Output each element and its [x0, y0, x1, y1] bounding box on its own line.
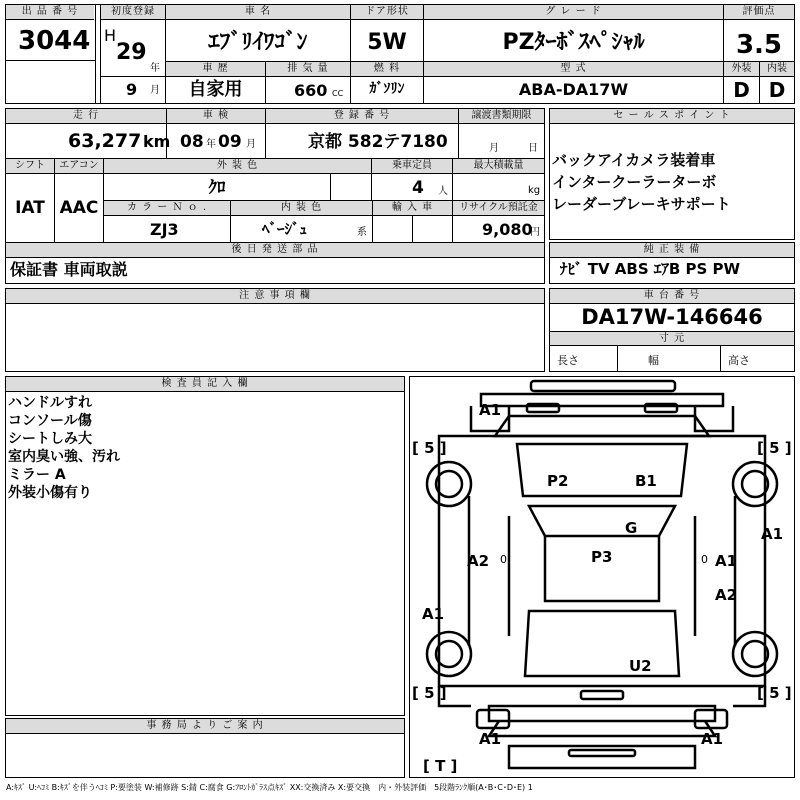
era: H	[104, 26, 117, 45]
tyre-depth: [ 5 ]	[412, 684, 447, 702]
damage-mark: A1	[761, 525, 784, 543]
door-label: ドア形状	[351, 5, 423, 20]
recycle-fee: 9,080	[482, 220, 533, 239]
car-name-label: 車 名	[166, 5, 350, 20]
fuel: ｶﾞｿﾘﾝ	[369, 81, 405, 97]
month-unit: 月	[150, 85, 160, 96]
lot-number: 3044	[18, 26, 91, 56]
inspection-label: 車 検	[167, 109, 265, 124]
inspector-line: 室内臭い強、汚れ	[8, 449, 120, 465]
legend: A:ｷｽﾞ U:ﾍｺﾐ B:ｷｽﾞを伴うﾍｺﾐ P:要塗装 W:補修跡 S:錆 C:腐食 G:ﾌﾛﾝﾄｶﾞﾗｽ点ｷｽﾞ XX:交換済み X:要交換 内・外装評価 5段階ﾗﾝｸ順(A･B･C･D･E) 1	[6, 783, 533, 792]
ac-label: エアコン	[55, 159, 103, 174]
capacity-unit: 人	[438, 186, 448, 197]
sales-point-item: レーダーブレーキサポート	[552, 195, 731, 213]
capacity-label: 乗車定員	[372, 159, 452, 174]
sales-points-label: セ ー ル ス ポ イ ン ト	[550, 109, 794, 124]
dims-label: 寸 元	[550, 331, 794, 346]
svg-text:0: 0	[500, 553, 507, 566]
damage-mark: P3	[591, 548, 613, 566]
int-color-label: 内 装 色	[231, 201, 372, 216]
later-parts: 保証書 車両取説	[10, 260, 128, 279]
inspection-year: 08	[180, 132, 204, 152]
ext-color: ｸﾛ	[208, 178, 226, 198]
damage-mark: U2	[629, 657, 652, 675]
fuel-label: 燃 料	[351, 62, 423, 77]
first-reg-month: 9	[126, 80, 138, 99]
mileage-label: 走 行	[6, 109, 166, 124]
damage-mark: A1	[715, 552, 738, 570]
tyre-depth: [ 5 ]	[757, 439, 792, 457]
displacement-unit: CC	[332, 89, 344, 98]
damage-mark: A1	[479, 401, 502, 419]
damage-mark: A1	[479, 730, 502, 748]
inspection-month: 09	[218, 132, 242, 152]
grade-label: グ レ ー ド	[424, 5, 723, 20]
damage-mark: A2	[467, 552, 490, 570]
plate-label: 登 録 番 号	[266, 109, 458, 124]
shift: IAT	[15, 198, 45, 218]
door-type: 5W	[367, 30, 407, 55]
model-label: 型 式	[424, 62, 723, 77]
inspector-line: ハンドルすれ	[8, 395, 92, 411]
damage-mark: G	[625, 519, 638, 537]
inspection-month-unit: 月	[246, 139, 256, 150]
model: ABA-DA17W	[518, 80, 629, 99]
chassis-label: 車 台 番 号	[550, 289, 794, 304]
exterior-label: 外装	[724, 62, 759, 77]
transfer-day: 日	[528, 143, 538, 154]
max-load-label: 最大積載量	[453, 159, 544, 174]
grade: PZﾀｰﾎﾞｽﾍﾟｼｬﾙ	[502, 30, 645, 55]
shift-label: シフト	[6, 159, 54, 174]
history: 自家用	[188, 79, 243, 100]
plate-number: 京都 582テ7180	[308, 132, 448, 152]
transfer-month: 月	[489, 143, 499, 154]
history-label: 車 歴	[166, 62, 265, 77]
tyre-depth: [ 5 ]	[412, 439, 447, 457]
equipment: ﾅﾋﾞ TV ABS ｴｱB PS PW	[560, 260, 741, 278]
car-diagram-svg	[409, 376, 795, 778]
score-label: 評価点	[724, 5, 794, 20]
damage-mark: A2	[715, 586, 738, 604]
import-label: 輸 入 車	[373, 201, 452, 216]
sales-point-item: バックアイカメラ装着車	[552, 151, 716, 169]
inspection-year-unit: 年	[206, 139, 216, 150]
max-load-unit: kg	[528, 185, 541, 196]
lot-label: 出 品 番 号	[6, 5, 94, 20]
later-parts-label: 後 日 発 送 部 品	[6, 243, 544, 258]
interior-grade: D	[768, 78, 786, 102]
height-label: 高さ	[728, 354, 750, 367]
inspector-line: 外装小傷有り	[8, 485, 92, 501]
recycle-label: リサイクル預託金	[453, 201, 544, 216]
damage-mark: P2	[547, 472, 569, 490]
recycle-unit: 円	[530, 227, 540, 238]
width-label: 幅	[648, 354, 659, 367]
int-color: ﾍﾞｰｼﾞｭ	[262, 220, 308, 238]
inspector-line: コンソール傷	[8, 413, 92, 429]
air-conditioner: AAC	[59, 198, 99, 218]
displacement: 660	[294, 81, 328, 100]
score: 3.5	[735, 30, 783, 60]
notes-label: 注 意 事 項 欄	[6, 289, 544, 304]
first-reg-label: 初度登録	[101, 5, 165, 20]
capacity: 4	[412, 178, 424, 198]
spare-tyre: [ T ]	[423, 757, 458, 775]
displacement-label: 排 気 量	[266, 62, 350, 77]
damage-mark: A1	[701, 730, 724, 748]
mileage: 63,277	[68, 130, 142, 152]
first-reg-year: 29	[116, 40, 147, 65]
color-no: ZJ3	[150, 220, 179, 239]
exterior-grade: D	[733, 78, 750, 102]
inspector-label: 検 査 員 記 入 欄	[6, 377, 404, 392]
svg-text:0: 0	[701, 553, 708, 566]
ext-color-label: 外 装 色	[104, 159, 371, 174]
sales-point-item: インタークーラーターボ	[552, 173, 717, 191]
inspector-line: シートしみ大	[8, 431, 92, 447]
inspector-line: ミラー A	[8, 467, 66, 483]
chassis-number: DA17W-146646	[581, 305, 763, 329]
interior-label: 内装	[760, 62, 794, 77]
damage-mark: A1	[422, 605, 445, 623]
color-no-label: カ ラ ー Ｎ ｏ .	[104, 201, 230, 216]
transfer-label: 譲渡書類期限	[459, 109, 544, 124]
tyre-depth: [ 5 ]	[757, 684, 792, 702]
year-unit: 年	[150, 63, 160, 74]
car-name: ｴﾌﾞﾘｲﾜｺﾞﾝ	[208, 30, 308, 55]
office-label: 事 務 局 よ り ご 案 内	[6, 719, 404, 734]
damage-mark: B1	[635, 472, 657, 490]
length-label: 長さ	[557, 354, 579, 367]
mileage-unit: km	[143, 132, 171, 151]
int-color-suffix: 系	[357, 227, 367, 238]
equipment-label: 純 正 装 備	[550, 243, 794, 258]
